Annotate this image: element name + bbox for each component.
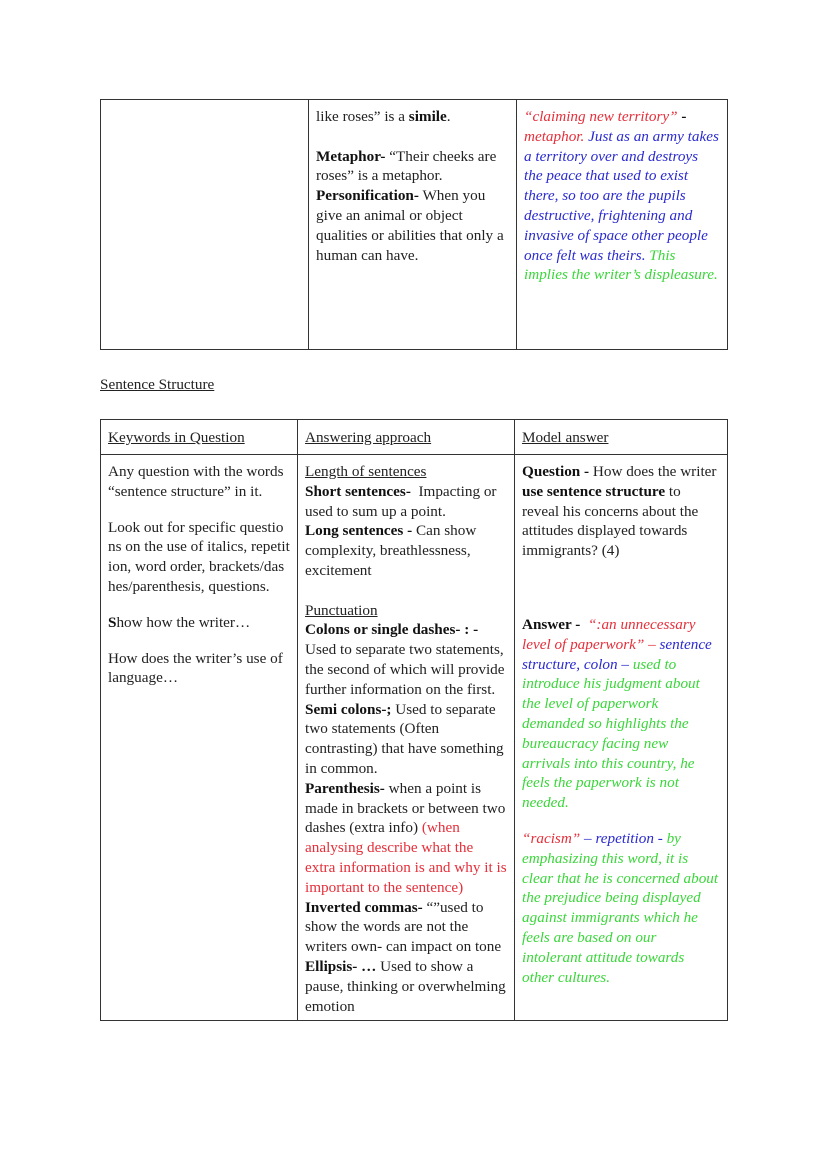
length-heading: Length of sentences bbox=[305, 463, 427, 480]
semi-colons: Semi colons-; Used to separate two statements (Often contrasting) that have something in common. bbox=[305, 700, 504, 777]
table-row bbox=[101, 100, 728, 350]
header-model-answer: Model answer bbox=[515, 420, 728, 455]
keywords-p1: Any question with the words “sentence structure” in it. bbox=[108, 463, 284, 500]
keywords-p2: Look out for specific questions on the use of italics, repetition, word order, brackets/dashes/parenthesis, questions. bbox=[108, 518, 290, 595]
literary-techniques-table-continued bbox=[100, 99, 728, 350]
model-answer-cell bbox=[517, 100, 728, 350]
colons: Colons or single dashes- : - Used to separate two statements, the second of which will provide further information on the first. bbox=[305, 621, 505, 698]
metaphor-analysis: “claiming new territory” - metaphor. Just as an army takes a territory over and destroys the peace that used to exist there, so too are the pupils destructive, frightening and invasive of space other people once felt was theirs. This implies the writer’s displeasure. bbox=[524, 108, 719, 284]
sentence-structure-table bbox=[100, 419, 728, 1021]
section-heading: Sentence Structure bbox=[100, 376, 215, 393]
header-keywords: Keywords in Question bbox=[101, 420, 298, 455]
ellipsis: Ellipsis- … Used to show a pause, thinking or overwhelming emotion bbox=[305, 957, 506, 1015]
keywords-p4: How does the writer’s use of language… bbox=[108, 649, 283, 687]
inverted-commas: Inverted commas- “”used to show the words are not the writers own- can impact on tone bbox=[305, 898, 502, 956]
personification-definition: Personification- When you give an animal or object qualities or abilities that only a human can have. bbox=[316, 187, 504, 264]
approach-cell bbox=[298, 455, 515, 1021]
long-sentences: Long sentences - Can show complexity, breathlessness, excitement bbox=[305, 522, 477, 579]
model-answer-1: Answer - “:an unnecessary level of paperwork” – sentence structure, colon – used to introduce his judgment about the level of paperwork demanded so highlights the bureaucracy facing new arrivals into this country, he feels the paperwork is not needed. bbox=[522, 615, 712, 812]
punctuation-heading: Punctuation bbox=[305, 601, 378, 619]
metaphor-definition: Metaphor- “Their cheeks are roses” is a metaphor. bbox=[316, 147, 497, 185]
short-sentences: Short sentences- Impacting or used to sum up a point. bbox=[305, 482, 501, 520]
parenthesis: Parenthesis- when a point is made in brackets or between two dashes (extra info) (when analysing describe what the extra information is and why it is important to the sentence) bbox=[305, 779, 507, 896]
table-header-row bbox=[101, 420, 728, 455]
header-approach: Answering approach bbox=[298, 420, 515, 455]
simile-line: like roses” is a simile. bbox=[316, 108, 451, 125]
model-answer-2: “racism” – repetition - by emphasizing this word, it is clear that he is concerned about the prejudice being displayed against immigrants which he feels are based on our intolerant attitude towards other cultures. bbox=[522, 829, 719, 986]
table-row bbox=[101, 455, 728, 1021]
keywords-cell-empty bbox=[101, 100, 309, 350]
model-answer-cell bbox=[515, 455, 728, 1021]
keywords-cell bbox=[101, 455, 298, 1021]
model-question: Question - How does the writer use sentence structure to reveal his concerns about the attitudes displayed towards immigrants? (4) bbox=[522, 463, 717, 560]
approach-cell bbox=[309, 100, 517, 350]
keywords-p3: Show how the writer… bbox=[108, 613, 251, 631]
